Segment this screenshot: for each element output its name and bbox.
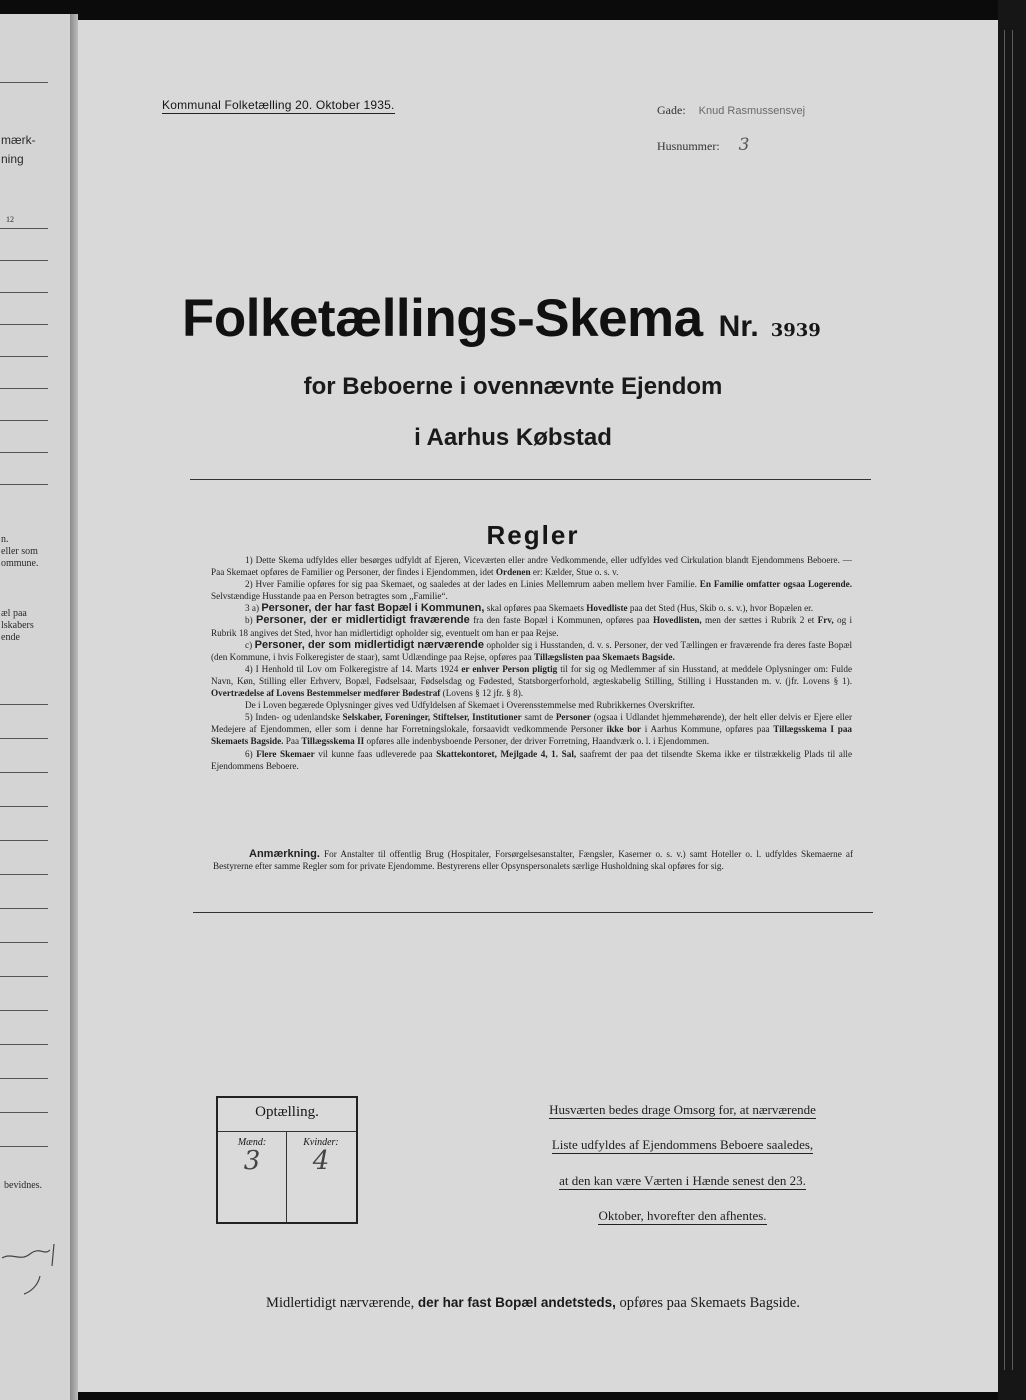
left-fragment: bevidnes. — [4, 1180, 43, 1191]
section-divider — [190, 479, 871, 480]
men-count-cell — [218, 1132, 287, 1223]
left-rule — [0, 228, 48, 229]
page-gutter — [70, 14, 78, 1400]
women-value: 4 — [312, 1146, 330, 1176]
rule-1: 1) Dette Skema udfyldes eller besørges udfyldt af Ejeren, Viceværten eller andre Vedkommende, eller udfyldes ved Cirkulation blandt Ejendommens Beboere. — Paa Skemaet opføres de Familier og Personer, der findes i Ejendommen, idet Ordenen er: Kælder, Stue o. s. v. — [211, 555, 852, 578]
count-table — [218, 1131, 356, 1223]
rule-5: 5) Inden- og udenlandske Selskaber, Foreninger, Stiftelser, Institutioner samt de Personer (ogsaa i Udlandet hjemmehørende), der helt eller delvis er Ejere eller Medejere af Ejendommen, eller som i denne har Forretningslokale, forsaavidt vedkommende Personer ikke bor i Aarhus Kommune, opføres paa Tillægsskema I paa Skemaets Bagside. Paa Tillægsskema II opføres alle indenbysboende Personer, der driver Forretning, Haandværk o. l. i Ejendommen. — [211, 712, 853, 747]
left-fragment: æl paa — [1, 608, 27, 619]
house-number-value: 3 — [738, 135, 750, 155]
street-label: Gade: — [657, 103, 686, 117]
count-box — [216, 1096, 358, 1224]
left-rule — [0, 942, 48, 943]
left-fragment: ende — [1, 632, 20, 643]
left-rule — [0, 292, 48, 293]
binding-spine — [998, 0, 1026, 1400]
left-rule — [0, 260, 48, 261]
left-rule — [0, 806, 48, 807]
spine-line — [1012, 30, 1013, 1370]
left-fragment: 12 — [6, 215, 14, 224]
rule-3b: b) Personer, der er midlertidigt fraværende fra den faste Bopæl i Kommunen, opføres paa Hovedlisten, men der sættes i Rubrik 2 et Frv, og i Rubrik 18 angives det Sted, hvor han midlertidigt opholder sig, eventuelt om han er paa Rejse. — [211, 614, 853, 638]
rule-3c: c) Personer, der som midlertidigt nærværende opholder sig i Husstanden, d. v. s. Personer, der ved Tællingen er fraværende fra deres faste Bopæl (den Kommune, i hvis Folkeregister de staar), samt Udlændinge paa Rejse, opføres paa Tillægslisten paa Skemaets Bagside. — [211, 638, 853, 662]
left-rule — [0, 738, 48, 739]
rule-4: 4) I Henhold til Lov om Folkeregistre af 14. Marts 1924 er enhver Person pligtig til for sig og Medlemmer af sin Husstand, at meddele Oplysninger om: Fulde Navn, Køn, Stilling eller Erhverv, Bopæl, Fødselsaar, Fødselsdag og Fødested, Statsborgerforhold, ægteskabelig Stilling, Stilling i Husstanden m. v. (jfr. Lovens § 1). Overtrædelse af Lovens Bestemmelser medfører Bødestraf (Lovens § 12 jfr. § 8). — [211, 663, 853, 699]
landlord-notice-line: Husværten bedes drage Omsorg for, at nærværende — [549, 1102, 816, 1117]
left-rule — [0, 452, 48, 453]
women-count-cell — [287, 1132, 355, 1223]
left-rule — [0, 976, 48, 977]
left-fragment: ommune. — [1, 558, 39, 569]
rules-text — [211, 554, 852, 772]
rule-3a: 3 a) Personer, der har fast Bopæl i Kommunen, skal opføres paa Skemaets Hovedliste paa det Sted (Hus, Skib o. s. v.), hvor Bopælen er. — [245, 602, 814, 615]
street-field — [657, 103, 805, 118]
form-title-main: Folketællings-Skema — [182, 289, 703, 348]
men-value: 3 — [243, 1146, 261, 1176]
landlord-notice-line: Liste udfyldes af Ejendommens Beboere saaledes, — [551, 1137, 814, 1152]
house-number-field — [657, 135, 750, 155]
men-label: Mænd: — [237, 1137, 267, 1148]
street-value: Knud Rasmussensvej — [698, 105, 806, 117]
rules-heading: Regler — [486, 520, 580, 550]
house-number-label: Husnummer: — [657, 139, 720, 153]
left-rule — [0, 82, 48, 83]
form-subtitle: for Beboerne i ovennævnte Ejendom — [303, 373, 723, 400]
left-rule — [0, 908, 48, 909]
left-rule — [0, 1078, 48, 1079]
left-fragment: ning — [1, 152, 24, 166]
left-rule — [0, 1010, 48, 1011]
handwriting-scribble — [0, 1236, 70, 1296]
form-subtitle-city: i Aarhus Købstad — [414, 424, 612, 451]
form-number-value: 3939 — [770, 320, 821, 341]
left-rule — [0, 1146, 48, 1147]
left-rule — [0, 324, 48, 325]
left-rule — [0, 484, 48, 485]
left-fragment: lskabers — [1, 620, 34, 631]
landlord-notice-line: at den kan være Værten i Hænde senest den 23. — [559, 1173, 806, 1188]
left-rule — [0, 874, 48, 875]
form-number-label: Nr. — [718, 310, 759, 343]
adjacent-page-edge — [0, 14, 70, 1400]
count-title: Optælling. — [255, 1104, 319, 1120]
census-header-title: Kommunal Folketælling 20. Oktober 1935. — [162, 98, 395, 112]
section-divider — [193, 912, 873, 913]
left-fragment: mærk- — [1, 133, 36, 147]
footer-note: Midlertidigt nærværende, der har fast Bopæl andetsteds, opføres paa Skemaets Bagside. — [266, 1295, 800, 1311]
rule-4-note: De i Loven begærede Oplysninger gives ved Udfyldelsen af Skemaet i Overensstemmelse med Rubrikkernes Overskrifter. — [245, 700, 695, 711]
annotation-label: Anmærkning. — [249, 848, 320, 860]
rule-2: 2) Hver Familie opføres for sig paa Skemaet, og saaledes at der lades en Linies Mellemrum aaben mellem hver Familie. En Familie omfatter ogsaa Logerende. Selvstændige Husstande paa en Person betragtes som „Familie“. — [211, 579, 852, 602]
left-rule — [0, 772, 48, 773]
left-fragment: eller som — [1, 546, 38, 557]
left-rule — [0, 1112, 48, 1113]
rule-6: 6) Flere Skemaer vil kunne faas udleverede paa Skattekontoret, Mejlgade 4, 1. Sal, saafremt der paa det tilsendte Skema ikke er tilstrækkelig Plads til alle Ejendommens Beboere. — [211, 748, 853, 771]
spine-line — [1004, 30, 1005, 1370]
women-label: Kvinder: — [303, 1137, 339, 1148]
annotation-text: For Anstalter til offentlig Brug (Hospitaler, Forsørgelsesanstalter, Fængsler, Kaserner o. s. v.) samt Hoteller o. l. udfyldes Skemaerne af Bestyrerne efter samme Regler som for private Ejendomme. Bestyrerens eller Opsynspersonalets særlige Husholdning skal opføres for sig. — [213, 849, 853, 872]
form-title — [182, 288, 821, 349]
left-rule — [0, 1044, 48, 1045]
annotation-note — [213, 848, 853, 872]
left-rule — [0, 840, 48, 841]
landlord-notice-line: Oktober, hvorefter den afhentes. — [598, 1208, 767, 1223]
left-fragment: n. — [1, 534, 9, 545]
left-rule — [0, 704, 48, 705]
left-rule — [0, 356, 48, 357]
left-rule — [0, 420, 48, 421]
